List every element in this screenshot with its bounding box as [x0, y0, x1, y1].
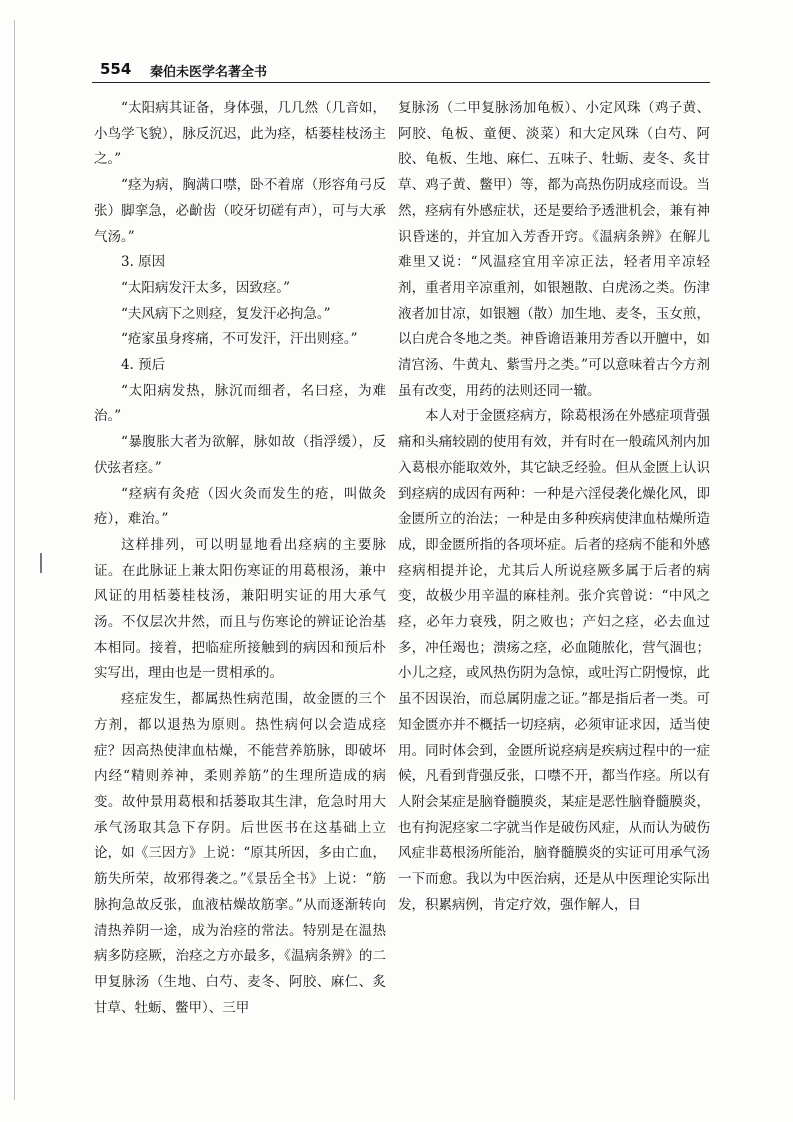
- quote-paragraph: “疮家虽身疼痛，不可发汗，汗出则痉。”: [121, 331, 358, 348]
- right-column: [398, 96, 710, 919]
- quote-paragraph: “太阳病发热，脉沉而细者，名曰痉，为难治。”: [94, 382, 386, 425]
- body-paragraph: 本人对于金匮痉病方，除葛根汤在外感症项背强痛和头痛较剧的使用有效，并有时在一般疏风剂内加入葛根亦能取效外，其它缺乏经验。但从金匮上认识到痉病的成因有两种：一种是六淫侵袭化燥化风，即金匮所立的治法；一种是由多种疾病使津血枯燥所造成，即金匮所指的各项坏症。后者的痉病不能和外感痉病相提并论，尤其后人所说痉厥多属于后者的病变，故极少用辛温的麻桂剂。张介宾曾说：“中风之痉，必年力衰残，阴之败也；产妇之痉，必去血过多，冲任竭也；溃疡之痉，必血随脓化，营气涸也；小儿之痉，或风热伤阴为急惊，或吐泻亡阴慢惊，此虽不因误治，而总属阴虚之证。”都是指后者一类。可知金匮亦并不概括一切痉病，必须审证求因，适当使用。同时体会到，金匮所说痉病是疾病过程中的一症候，凡看到背强反张，口噤不开，都当作痉。所以有人附会某症是脑脊髓膜炎，某症是恶性脑脊髓膜炎，也有拘泥痉家二字就当作是破伤风症，从而认为破伤风症非葛根汤所能治，脑脊髓膜炎的实证可用承气汤一下而愈。我以为中医治病，还是从中医理论实际出发，积累病例，肯定疗效，强作解人，目: [398, 408, 710, 913]
- quote-paragraph: “痉为病，胸满口噤，卧不着席（形容角弓反张）脚挛急，必齘齿（咬牙切磋有声），可与大承气汤。”: [94, 177, 386, 245]
- body-paragraph-continued: 复脉汤（二甲复脉汤加龟板）、小定风珠（鸡子黄、阿胶、龟板、童便、淡菜）和大定风珠（白芍、阿胶、龟板、生地、麻仁、五味子、牡蛎、麦冬、炙甘草、鸡子黄、鳖甲）等，都为高热伤阴成痉而设。当然，痉病有外感症状，还是要给予透泄机会，兼有神识昏迷的，并宜加入芳香开窍。《温病条辨》在解儿难里又说：“风温痉宜用辛凉正法，轻者用辛凉轻剂，重者用辛凉重剂，如银翘散、白虎汤之类。伤津液者加甘凉，如银翘（散）加生地、麦冬，玉女煎，以白虎合冬地之类。神昏谵语兼用芳香以开膻中，如清宫汤、牛黄丸、紫雪丹之类。”可以意味着古今方剂虽有改变，用药的法则还同一辙。: [398, 100, 710, 399]
- quote-paragraph: “痉病有灸疮（因火灸而发生的疮，叫做灸疮），难治。”: [94, 485, 386, 528]
- quote-paragraph: “暴腹胀大者为欲解，脉如故（指浮缓），反伏弦者痉。”: [94, 434, 386, 476]
- left-column: [94, 96, 386, 1021]
- scan-gutter-line: [14, 20, 15, 1100]
- scan-gutter-mark: [40, 553, 42, 573]
- header-rule: [92, 82, 710, 83]
- page-header: [92, 56, 710, 82]
- quote-paragraph: “太阳病其证备，身体强，几几然（几音如，小鸟学飞貌），脉反沉迟，此为痉，栝蒌桂枝汤主之。”: [94, 100, 386, 168]
- section-heading-prognosis: 4. 预后: [121, 357, 166, 374]
- section-heading-cause: 3. 原因: [121, 254, 166, 271]
- body-paragraph: 痉症发生，都属热性病范围，故金匮的三个方剂，都以退热为原则。热性病何以会造成痉症？因高热使津血枯燥，不能营养筋脉，即破坏内经“精则养神，柔则养筋”的生理所造成的病变。故仲景用葛根和括蒌取其生津，危急时用大承气汤取其急下存阴。后世医书在这基础上立论，如《三因方》上说：“原其所因，多由亡血，筋失所荣，故邪得袭之。”《景岳全书》上说：“筋脉拘急故反张，血液枯燥故筋挛。”从而逐渐转向清热养阴一途，成为治痉的常法。特别是在温热病多防痉厥，治痉之方亦最多，《温病条辨》的二甲复脉汤（生地、白芍、麦冬、阿胶、麻仁、炙甘草、牡蛎、鳖甲）、三甲: [94, 691, 386, 1016]
- body-paragraph: 这样排列，可以明显地看出痉病的主要脉证。在此脉证上兼太阳伤寒证的用葛根汤，兼中风证的用栝蒌桂枝汤，兼阳明实证的用大承气汤。不仅层次井然，而且与伤寒论的辨证论治基本相同。接着，把临症所接触到的病因和预后朴实写出，理由也是一贯相承的。: [94, 536, 386, 682]
- page-number: 554: [100, 60, 132, 78]
- quote-paragraph: “夫风病下之则痉，复发汗必拘急。”: [121, 305, 331, 322]
- running-title: 秦伯未医学名著全书: [150, 65, 268, 80]
- quote-paragraph: “太阳病发汗太多，因致痉。”: [121, 279, 291, 296]
